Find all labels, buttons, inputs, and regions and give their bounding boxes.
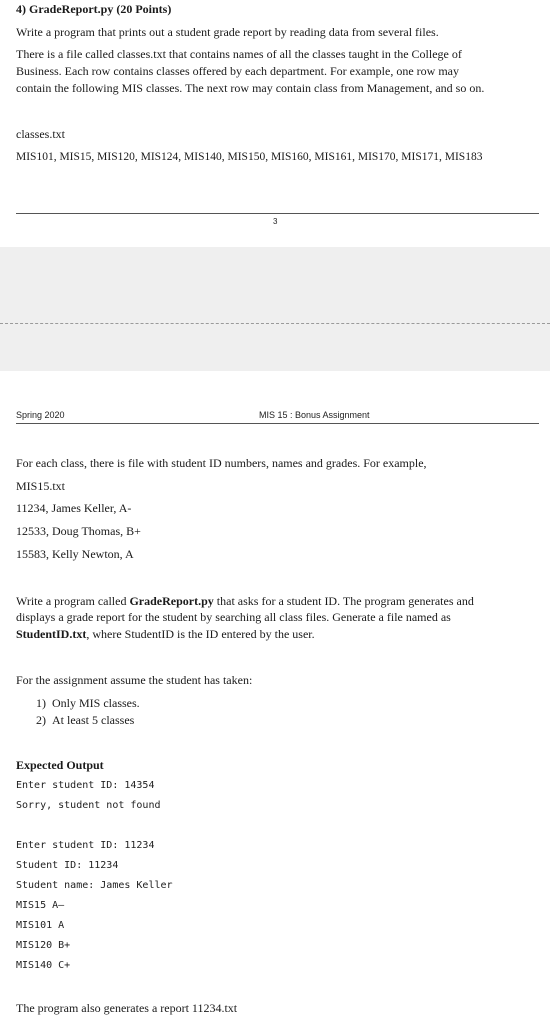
output-line: Enter student ID: 11234 xyxy=(16,840,155,851)
assumption-item-1 xyxy=(36,695,140,712)
para-each-class: For each class, there is file with student ID numbers, names and grades. For example, xyxy=(16,456,427,470)
page-gap xyxy=(0,247,550,371)
intro-line-1: Write a program that prints out a student grade report by reading data from several files. xyxy=(16,25,439,39)
list-item-text: Only MIS classes. xyxy=(52,696,140,710)
problem-heading: 4) GradeReport.py (20 Points) xyxy=(16,2,172,16)
header-semester: Spring 2020 xyxy=(16,410,65,420)
para2-line-1-text-b: that asks for a student ID. The program generates and xyxy=(213,594,474,608)
para2-line-1 xyxy=(16,593,474,610)
page-header-rule xyxy=(16,423,539,424)
intro-line-3: Business. Each row contains classes offered by each department. For example, one row may xyxy=(16,64,459,78)
header-course: MIS 15 : Bonus Assignment xyxy=(259,410,370,420)
page-footer-rule xyxy=(16,213,539,214)
record-line-2: 12533, Doug Thomas, B+ xyxy=(16,524,141,538)
output-line: MIS101 A xyxy=(16,920,65,931)
para2-line-2 xyxy=(16,609,451,626)
record-line-1: 11234, James Keller, A- xyxy=(16,501,132,515)
program-name: GradeReport.py xyxy=(129,594,214,608)
closing-note: The program also generates a report 11234.txt xyxy=(16,1001,238,1015)
output-line: MIS140 C+ xyxy=(16,960,71,971)
output-line: MIS120 B+ xyxy=(16,940,71,951)
output-line: MIS15 A– xyxy=(16,900,65,911)
output-file-name: StudentID.txt xyxy=(16,627,87,641)
list-number: 2) xyxy=(36,713,46,727)
intro-line-2: There is a file called classes.txt that contains names of all the classes taught in the College of xyxy=(16,47,462,61)
list-number: 1) xyxy=(36,696,46,710)
classes-file-label: classes.txt xyxy=(16,127,65,141)
list-item-text: At least 5 classes xyxy=(52,713,135,727)
para2-line-3-text: , where StudentID is the ID entered by the user. xyxy=(86,627,315,641)
classes-line: MIS101, MIS15, MIS120, MIS124, MIS140, MIS150, MIS160, MIS161, MIS170, MIS171, MIS183 xyxy=(16,151,483,163)
assumption-intro: For the assignment assume the student has taken: xyxy=(16,673,253,687)
assumption-item-2 xyxy=(36,712,134,729)
output-line: Enter student ID: 14354 xyxy=(16,780,155,791)
intro-line-4: contain the following MIS classes. The next row may contain class from Management, and so on. xyxy=(16,81,485,95)
page-break-line xyxy=(0,323,550,324)
record-line-3: 15583, Kelly Newton, A xyxy=(16,547,134,561)
para2-line-3 xyxy=(16,626,315,643)
output-line: Student ID: 11234 xyxy=(16,860,119,871)
para2-line-1-text-a: Write a program called xyxy=(16,594,130,608)
page-number: 3 xyxy=(273,217,278,226)
example-file-name: MIS15.txt xyxy=(16,479,66,493)
output-line: Sorry, student not found xyxy=(16,800,161,811)
output-line: Student name: James Keller xyxy=(16,880,173,891)
para2-line-2-text: displays a grade report for the student by searching all class files. Generate a file named as xyxy=(16,610,451,624)
expected-output-title: Expected Output xyxy=(16,758,104,772)
